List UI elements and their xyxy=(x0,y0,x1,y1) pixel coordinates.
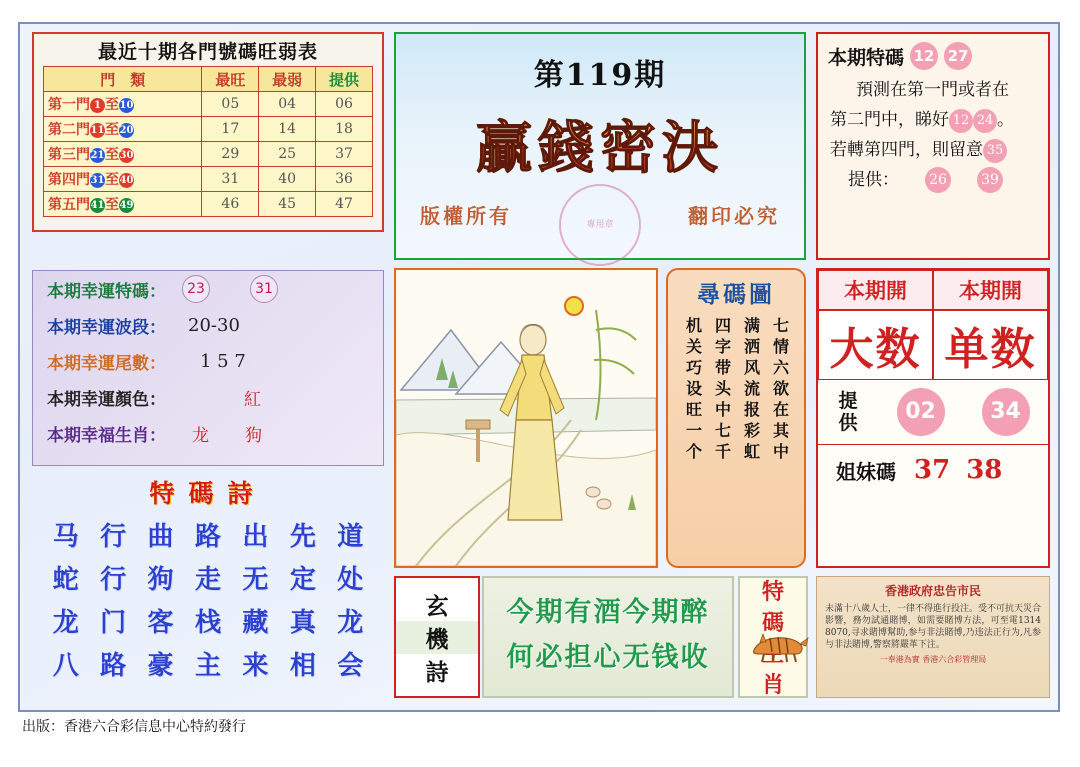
lucky-tail-value: 1 5 7 xyxy=(200,350,246,372)
poem-char: 出 xyxy=(242,522,269,552)
supply-ball-2: 39 xyxy=(977,167,1003,193)
row-label: 第五門41至49 xyxy=(44,192,202,217)
cell-supply: 36 xyxy=(316,167,373,192)
lucky-color-label: 本期幸運顏色： xyxy=(47,389,166,410)
xuanji-char: 機 xyxy=(396,621,478,654)
lucky-wave-value: 20-30 xyxy=(188,314,240,336)
table-row xyxy=(44,117,373,142)
prediction-line-1: 預測在第一門或者在 xyxy=(856,80,1009,100)
poem-char: 真 xyxy=(289,608,316,638)
table-row xyxy=(44,92,373,117)
cell-hot: 17 xyxy=(202,117,259,142)
row-label: 第二門11至20 xyxy=(44,117,202,142)
open-supply-label-char-1: 提 xyxy=(838,390,858,412)
lucky-zodiac-value-2: 狗 xyxy=(245,425,262,446)
cell-cold: 14 xyxy=(259,117,316,142)
open-value-right: 单数 xyxy=(933,310,1048,380)
cell-hot: 46 xyxy=(202,192,259,217)
poem-char: 八 xyxy=(52,651,79,681)
sister-code-row xyxy=(818,444,1048,495)
cell-supply: 47 xyxy=(316,192,373,217)
special-code-text xyxy=(818,70,1048,195)
open-supply-label xyxy=(818,390,878,434)
poem-char: 行 xyxy=(100,522,127,552)
table-row xyxy=(44,142,373,167)
special-code-ball-2: 27 xyxy=(944,42,972,70)
poem-line xyxy=(32,510,384,553)
open-supply-ball-1: 02 xyxy=(897,388,945,436)
poem-panel xyxy=(32,472,384,698)
open-header-right: 本期開 xyxy=(933,270,1048,310)
poem-char: 藏 xyxy=(242,608,269,638)
lottery-sheet xyxy=(18,22,1060,712)
notice-title: 香港政府忠告市民 xyxy=(884,584,981,598)
poem-char: 马 xyxy=(52,522,79,552)
lucky-zodiac-value-1: 龙 xyxy=(192,425,209,446)
tema-char: 碼 xyxy=(761,610,784,636)
poem-char: 狗 xyxy=(147,565,174,595)
open-header-left: 本期開 xyxy=(818,270,933,310)
copyright-left: 版權所有 xyxy=(420,204,512,228)
notice-body: 未滿十八歲人士，一律不得進行投注。受不可抗天災合影響，務勿試通賭博，如需要賭博方法，可至電1314 8070,寻求賭博幫助,参与非法賭博,乃违法正行为,凡参与非法賭博,警察將嚴革下注。 xyxy=(825,604,1042,650)
prediction-line-3-pre: 若轉第四門，則留意 xyxy=(830,140,983,160)
lucky-wave-label: 本期幸運波段： xyxy=(47,317,166,338)
poem-char: 来 xyxy=(242,651,269,681)
poem-char: 路 xyxy=(100,651,127,681)
row-label: 第一門 1 至10 xyxy=(44,92,202,117)
trend-table xyxy=(43,66,373,217)
tiger-icon xyxy=(746,624,810,664)
poem-line xyxy=(32,639,384,682)
poem-char: 会 xyxy=(337,651,364,681)
tema-char: 肖 xyxy=(761,672,784,698)
xuanji-char: 玄 xyxy=(425,592,449,620)
poem-char: 龙 xyxy=(52,608,79,638)
open-supply-ball-2: 34 xyxy=(982,388,1030,436)
lucky-color-value: 紅 xyxy=(244,389,261,410)
trend-table-title: 最近十期各門號碼旺弱表 xyxy=(97,41,318,63)
seek-code-columns xyxy=(668,309,804,464)
cell-supply: 18 xyxy=(316,117,373,142)
seek-code-panel xyxy=(666,268,806,568)
table-header-row xyxy=(44,67,373,92)
seek-column: 满洒风流报彩虹 xyxy=(741,317,761,464)
sister-code-value-2: 38 xyxy=(966,455,1003,485)
cell-supply: 06 xyxy=(316,92,373,117)
lucky-tail-label: 本期幸運尾數： xyxy=(47,353,166,374)
illustration-svg xyxy=(396,270,656,566)
th-hot: 最旺 xyxy=(202,67,259,92)
special-code-ball-1: 12 xyxy=(910,42,938,70)
tema-char: 特 xyxy=(761,579,784,605)
illustration-panel xyxy=(394,268,658,568)
special-code-panel xyxy=(816,32,1050,260)
cell-cold: 04 xyxy=(259,92,316,117)
poem-char: 无 xyxy=(242,565,269,595)
cell-hot: 05 xyxy=(202,92,259,117)
supply-ball-1: 26 xyxy=(925,167,951,193)
seek-code-title: 尋碼圖 xyxy=(697,281,775,308)
poem-char: 龙 xyxy=(337,608,364,638)
th-cold: 最弱 xyxy=(259,67,316,92)
open-value-left: 大数 xyxy=(818,310,933,380)
open-supply-balls xyxy=(878,388,1048,436)
prediction-line-3 xyxy=(830,135,1036,165)
lucky-special-ball-1: 23 xyxy=(182,275,210,303)
prediction-line-2-pre: 第二門中，睇好 xyxy=(830,110,949,130)
th-supply: 提供 xyxy=(316,67,373,92)
notice-footer: 一奉港為實 香港六合彩管理局 xyxy=(879,655,987,664)
issue-number: 第119期 xyxy=(533,58,667,93)
zodiac-animal-illustration xyxy=(746,624,810,664)
poem-title: 特碼詩 xyxy=(149,479,267,508)
open-result-headers xyxy=(818,270,1048,310)
xuanji-poem-label xyxy=(394,576,480,698)
prediction-ball-12: 12 xyxy=(949,109,973,133)
table-row xyxy=(44,192,373,217)
poem-char: 栈 xyxy=(194,608,221,638)
lucky-row-tail xyxy=(33,343,383,379)
sister-code-value-1: 37 xyxy=(914,455,951,485)
lucky-row-zodiac xyxy=(33,415,383,451)
verse-line-2: 何必担心无钱收 xyxy=(506,642,710,673)
poem-char: 主 xyxy=(194,651,221,681)
lucky-row-special xyxy=(33,271,383,307)
poem-char: 蛇 xyxy=(52,565,79,595)
poem-char: 曲 xyxy=(147,522,174,552)
poem-char: 客 xyxy=(147,608,174,638)
poem-char: 豪 xyxy=(147,651,174,681)
banner-panel xyxy=(394,32,806,260)
cell-hot: 29 xyxy=(202,142,259,167)
poem-char: 道 xyxy=(337,522,364,552)
seek-column: 七情六欲在其中 xyxy=(770,317,790,464)
prediction-ball-24: 24 xyxy=(973,109,997,133)
cell-cold: 40 xyxy=(259,167,316,192)
seek-column: 四字带头中七千 xyxy=(712,317,732,464)
verse-line-1: 今期有酒今期醉 xyxy=(506,597,710,628)
prediction-line-2-post: 。 xyxy=(997,110,1014,130)
seal-stamp: 專用章 xyxy=(559,184,641,266)
row-label: 第四門31至40 xyxy=(44,167,202,192)
copyright-right: 翻印必究 xyxy=(688,204,780,228)
poem-char: 处 xyxy=(337,565,364,595)
cell-cold: 45 xyxy=(259,192,316,217)
poem-char: 门 xyxy=(100,608,127,638)
open-result-values xyxy=(818,310,1048,380)
poem-char: 相 xyxy=(289,651,316,681)
open-result-panel xyxy=(816,268,1050,568)
special-code-label: 本期特碼 xyxy=(828,46,905,69)
prediction-line-2 xyxy=(830,105,1036,135)
poem-char: 路 xyxy=(194,522,221,552)
table-row xyxy=(44,167,373,192)
poem-char: 先 xyxy=(289,522,316,552)
poem-char: 走 xyxy=(194,565,221,595)
row-label: 第三門21至30 xyxy=(44,142,202,167)
sister-code-label: 姐妹碼 xyxy=(836,459,896,484)
open-supply-row xyxy=(818,380,1048,444)
lucky-panel xyxy=(32,270,384,466)
special-code-header xyxy=(818,34,1048,70)
lucky-special-label: 本期幸運特碼： xyxy=(47,281,166,302)
poem-line xyxy=(32,553,384,596)
poem-char: 定 xyxy=(289,565,316,595)
government-notice-panel xyxy=(816,576,1050,698)
lucky-special-ball-2: 31 xyxy=(250,275,278,303)
cell-supply: 37 xyxy=(316,142,373,167)
lucky-row-color xyxy=(33,379,383,415)
poem-char: 行 xyxy=(100,565,127,595)
th-category: 門 類 xyxy=(44,67,202,92)
cell-hot: 31 xyxy=(202,167,259,192)
poem-line xyxy=(32,596,384,639)
open-supply-label-char-2: 供 xyxy=(838,412,858,434)
banner-headline: 贏錢密決 xyxy=(396,104,804,184)
lucky-row-wave xyxy=(33,307,383,343)
seek-column: 机关巧设旺一个 xyxy=(683,317,703,464)
trend-table-panel xyxy=(32,32,384,232)
lucky-zodiac-label: 本期幸福生肖： xyxy=(47,425,166,446)
xuanji-char: 詩 xyxy=(425,658,449,686)
page-footer: 出版：香港六合彩信息中心特約發行 xyxy=(22,719,246,735)
supply-label: 提供： xyxy=(848,170,899,190)
prediction-ball-35: 35 xyxy=(983,139,1007,163)
verse-panel xyxy=(482,576,734,698)
supply-row xyxy=(830,165,1036,195)
cell-cold: 25 xyxy=(259,142,316,167)
